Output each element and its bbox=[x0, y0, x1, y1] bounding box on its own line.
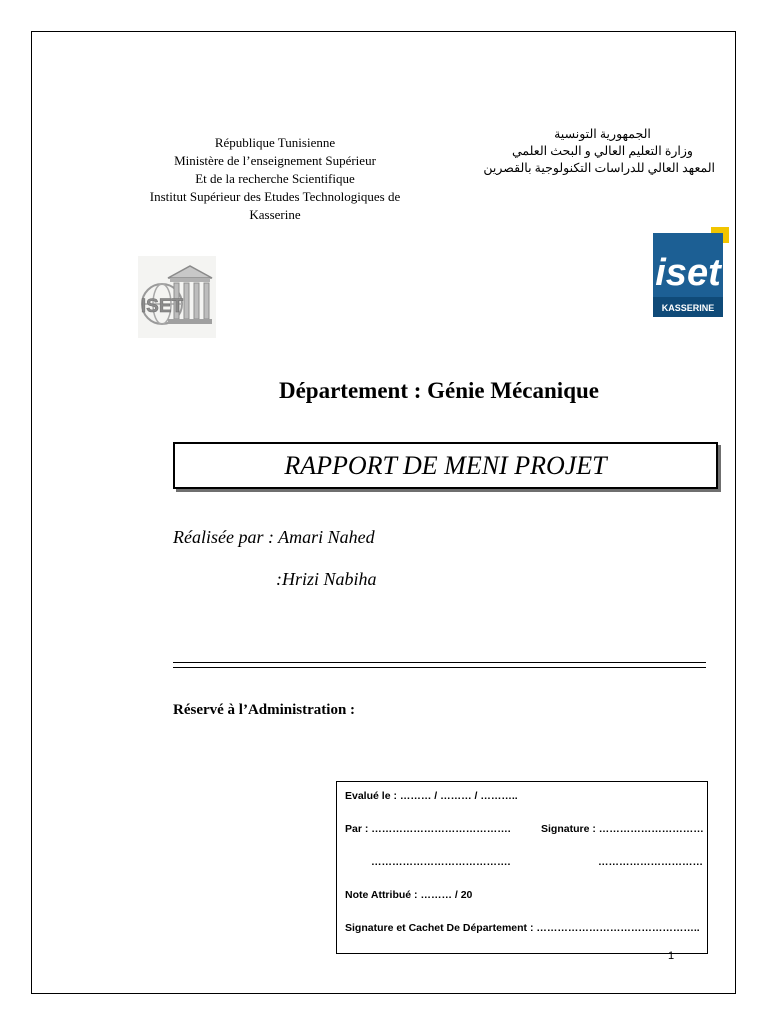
header-fr-line: Kasserine bbox=[249, 207, 301, 222]
department-heading: Département : Génie Mécanique bbox=[278, 378, 599, 403]
iset-logo-lettering: iset bbox=[655, 252, 721, 294]
header-ar-line: المعهد العالي للدراسات التكنولوجية بالقصرين bbox=[483, 161, 715, 175]
department-stamp-field[interactable]: Signature et Cachet De Département : ……………………………………….. bbox=[345, 922, 700, 934]
author-line: :Hrizi Nabiha bbox=[276, 569, 377, 589]
header-fr-line: Ministère de l’enseignement Supérieur bbox=[174, 153, 376, 168]
report-title-box bbox=[173, 442, 718, 489]
page-number: 1 bbox=[668, 950, 675, 962]
header-french bbox=[130, 134, 420, 224]
author-line: Réalisée par : Amari Nahed bbox=[173, 527, 375, 547]
evaluation-box bbox=[336, 781, 708, 954]
header-ar-line: الجمهورية التونسية bbox=[554, 127, 651, 141]
evaluator-field[interactable]: Par : …………………………………. bbox=[345, 823, 511, 835]
grade-field[interactable]: Note Attribué : ……… / 20 bbox=[345, 889, 473, 901]
reserved-administration-label: Réservé à l’Administration : bbox=[173, 702, 356, 718]
report-title: RAPPORT DE MENI PROJET bbox=[284, 451, 607, 480]
iset-building-logo bbox=[138, 256, 216, 338]
signature-continuation-field[interactable]: ………………………… bbox=[598, 856, 703, 868]
iset-logo-lettering: ISET bbox=[140, 296, 184, 317]
header-fr-line: République Tunisienne bbox=[214, 135, 336, 150]
signature-field[interactable]: Signature : ………………………… bbox=[541, 823, 704, 835]
evaluation-date-field[interactable]: Evalué le : ……… / ……… / ……….. bbox=[345, 790, 518, 802]
header-arabic bbox=[483, 126, 715, 177]
separator-line bbox=[173, 667, 706, 668]
iset-kasserine-logo bbox=[653, 227, 729, 317]
header-fr-line: Et de la recherche Scientifique bbox=[195, 171, 355, 186]
evaluator-continuation-field[interactable]: …………………………………. bbox=[371, 856, 511, 868]
separator-line bbox=[173, 662, 706, 663]
header-fr-line: Institut Supérieur des Etudes Technologiques de bbox=[149, 189, 401, 204]
kasserine-caption: KASSERINE bbox=[661, 303, 715, 313]
header-ar-line: وزارة التعليم العالي و البحث العلمي bbox=[512, 144, 693, 158]
